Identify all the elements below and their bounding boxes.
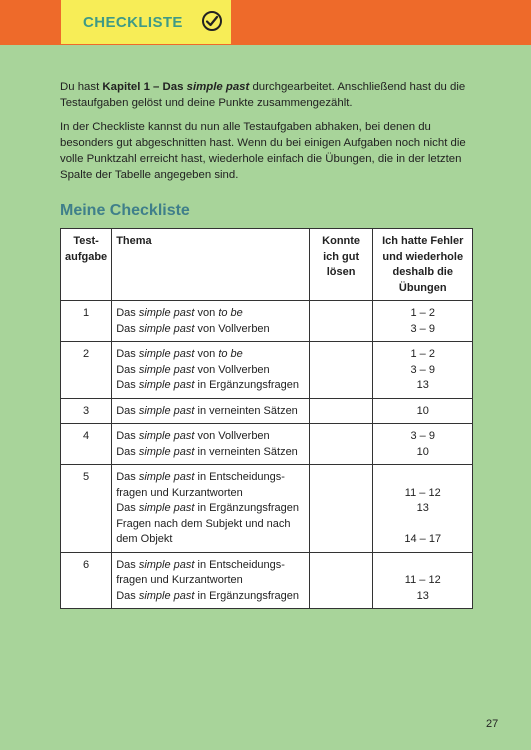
theme-text: simple past [138, 471, 195, 483]
cell-test-number: 6 [61, 552, 112, 609]
theme-line [116, 501, 305, 517]
intro-p1-bold [102, 81, 249, 93]
exercise-range: 1 – 2 [410, 307, 435, 319]
table-row [61, 465, 473, 553]
exercise-range: 13 [416, 589, 429, 602]
theme-text: in Ergänzungsfragen [194, 502, 300, 514]
cell-konnte-checkbox[interactable] [309, 465, 373, 553]
theme-text: Das [116, 348, 139, 360]
header-aufgabe-label: aufgabe [65, 250, 108, 263]
cell-thema [112, 398, 310, 424]
theme-text: von Vollverben [194, 322, 270, 335]
theme-text: Das [116, 307, 139, 319]
checkmark-circle-icon [202, 11, 222, 31]
intro-p1-bold-text: Kapitel 1 – Das [102, 81, 187, 93]
theme-text: in Entscheidungs- [194, 471, 285, 483]
cell-konnte-checkbox[interactable] [309, 424, 373, 465]
theme-line [116, 347, 305, 363]
theme-text: simple past [138, 430, 195, 442]
theme-line [116, 573, 305, 589]
cell-thema [112, 552, 310, 609]
theme-line [116, 532, 305, 548]
intro-p1-suffix: durchgearbeitet. Anschließend hast du die Testaufgaben gelöst und deine Punkte zusammengezählt. [60, 81, 466, 109]
intro-text [60, 79, 480, 191]
theme-text: von Vollverben [194, 430, 270, 442]
theme-text: in Ergänzungsfragen [194, 589, 300, 602]
cell-test-number: 2 [61, 342, 112, 399]
header-tab [61, 0, 231, 44]
theme-text: in verneinten Sätzen [194, 404, 298, 417]
cell-uebungen [373, 301, 473, 342]
cell-uebungen [373, 342, 473, 399]
header-test-aufgabe [61, 229, 112, 301]
table-body [61, 301, 473, 609]
theme-text: von Vollverben [194, 363, 270, 376]
exercise-range: 1 – 2 [410, 348, 435, 360]
table-row [61, 424, 473, 465]
theme-text: in verneinten Sätzen [194, 445, 298, 458]
exercise-range: 10 [416, 404, 429, 417]
theme-text: Das [116, 404, 139, 417]
theme-text: Das [116, 502, 139, 514]
theme-text: to be [218, 348, 243, 360]
cell-test-number: 4 [61, 424, 112, 465]
theme-text: Fragen nach dem Subjekt und nach [116, 517, 291, 530]
header-test-label: Test- [73, 235, 99, 247]
theme-line [116, 404, 305, 420]
theme-text: Das [116, 445, 139, 458]
theme-text: to be [218, 307, 243, 319]
cell-uebungen [373, 398, 473, 424]
theme-text: simple past [138, 445, 195, 458]
exercise-range: 3 – 9 [410, 430, 435, 442]
theme-text: Das [116, 379, 139, 391]
cell-uebungen [373, 465, 473, 553]
table-row [61, 342, 473, 399]
exercise-range [377, 470, 468, 486]
header-wiederhole: Ich hatte Fehler und wiederhole deshalb die Übungen [373, 229, 473, 301]
theme-text: dem Objekt [116, 533, 173, 545]
cell-test-number: 5 [61, 465, 112, 553]
theme-text: fragen und Kurzantworten [116, 574, 243, 586]
theme-text: Das [116, 430, 139, 442]
exercise-range: 13 [416, 379, 429, 391]
table-row [61, 552, 473, 609]
header-thema: Thema [112, 229, 310, 301]
cell-konnte-checkbox[interactable] [309, 552, 373, 609]
theme-line [116, 470, 305, 486]
theme-text: in Entscheidungs- [194, 558, 285, 571]
cell-konnte-checkbox[interactable] [309, 342, 373, 399]
checklist-table [60, 228, 473, 609]
cell-uebungen [373, 552, 473, 609]
theme-text: in Ergänzungsfragen [194, 379, 300, 391]
theme-line [116, 558, 305, 574]
theme-line [116, 429, 305, 445]
theme-text: von [194, 307, 219, 319]
theme-text: Das [116, 589, 139, 602]
theme-text: simple past [138, 322, 195, 335]
cell-thema [112, 424, 310, 465]
cell-test-number: 1 [61, 301, 112, 342]
theme-line [116, 322, 305, 338]
theme-text: fragen und Kurzantworten [116, 486, 243, 499]
theme-text: von [194, 348, 219, 360]
exercise-range: 3 – 9 [410, 322, 435, 335]
cell-konnte-checkbox[interactable] [309, 398, 373, 424]
exercise-range: 14 – 17 [404, 533, 442, 545]
theme-text: simple past [138, 307, 195, 319]
theme-text: simple past [138, 589, 195, 602]
cell-thema [112, 342, 310, 399]
theme-line [116, 445, 305, 461]
cell-test-number: 3 [61, 398, 112, 424]
theme-text: simple past [138, 558, 195, 571]
cell-konnte-checkbox[interactable] [309, 301, 373, 342]
exercise-range: 3 – 9 [410, 363, 435, 376]
theme-line [116, 363, 305, 379]
table-header-row [61, 229, 473, 301]
theme-line [116, 589, 305, 605]
theme-text: Das [116, 322, 139, 335]
theme-text: simple past [138, 502, 195, 514]
exercise-range [377, 558, 468, 574]
section-title: Meine Checkliste [60, 202, 190, 219]
cell-thema [112, 301, 310, 342]
theme-text: simple past [138, 379, 195, 391]
cell-thema [112, 465, 310, 553]
theme-text: simple past [138, 404, 195, 417]
intro-p1-bold-italic: simple past [186, 81, 250, 93]
table-row [61, 398, 473, 424]
header-title: CHECKLISTE [83, 14, 183, 31]
cell-uebungen [373, 424, 473, 465]
intro-paragraph-1 [60, 79, 480, 111]
intro-paragraph-2: In der Checkliste kannst du nun alle Testaufgaben abhaken, bei denen du besonders gut abgeschnitten hast. Wenn du bei einigen Aufgaben noch nicht die volle Punktzahl erreicht hast, wiederhole einfach die Übungen, die in der letzten Spalte der Tabelle angegeben sind. [60, 121, 466, 181]
table-row [61, 301, 473, 342]
theme-line [116, 306, 305, 322]
exercise-range: 13 [416, 502, 429, 514]
theme-text: Das [116, 363, 139, 376]
theme-line [116, 486, 305, 502]
theme-text: Das [116, 558, 139, 571]
theme-text: simple past [138, 363, 195, 376]
theme-line [116, 378, 305, 394]
header-konnte: Konnte ich gut lösen [309, 229, 373, 301]
exercise-range [377, 517, 468, 533]
theme-line [116, 517, 305, 533]
theme-text: simple past [138, 348, 195, 360]
exercise-range: 10 [416, 445, 429, 458]
intro-p1-prefix: Du hast [60, 81, 103, 93]
exercise-range: 11 – 12 [404, 486, 441, 499]
exercise-range: 11 – 12 [404, 574, 441, 586]
theme-text: Das [116, 471, 139, 483]
page-number: 27 [486, 718, 499, 730]
